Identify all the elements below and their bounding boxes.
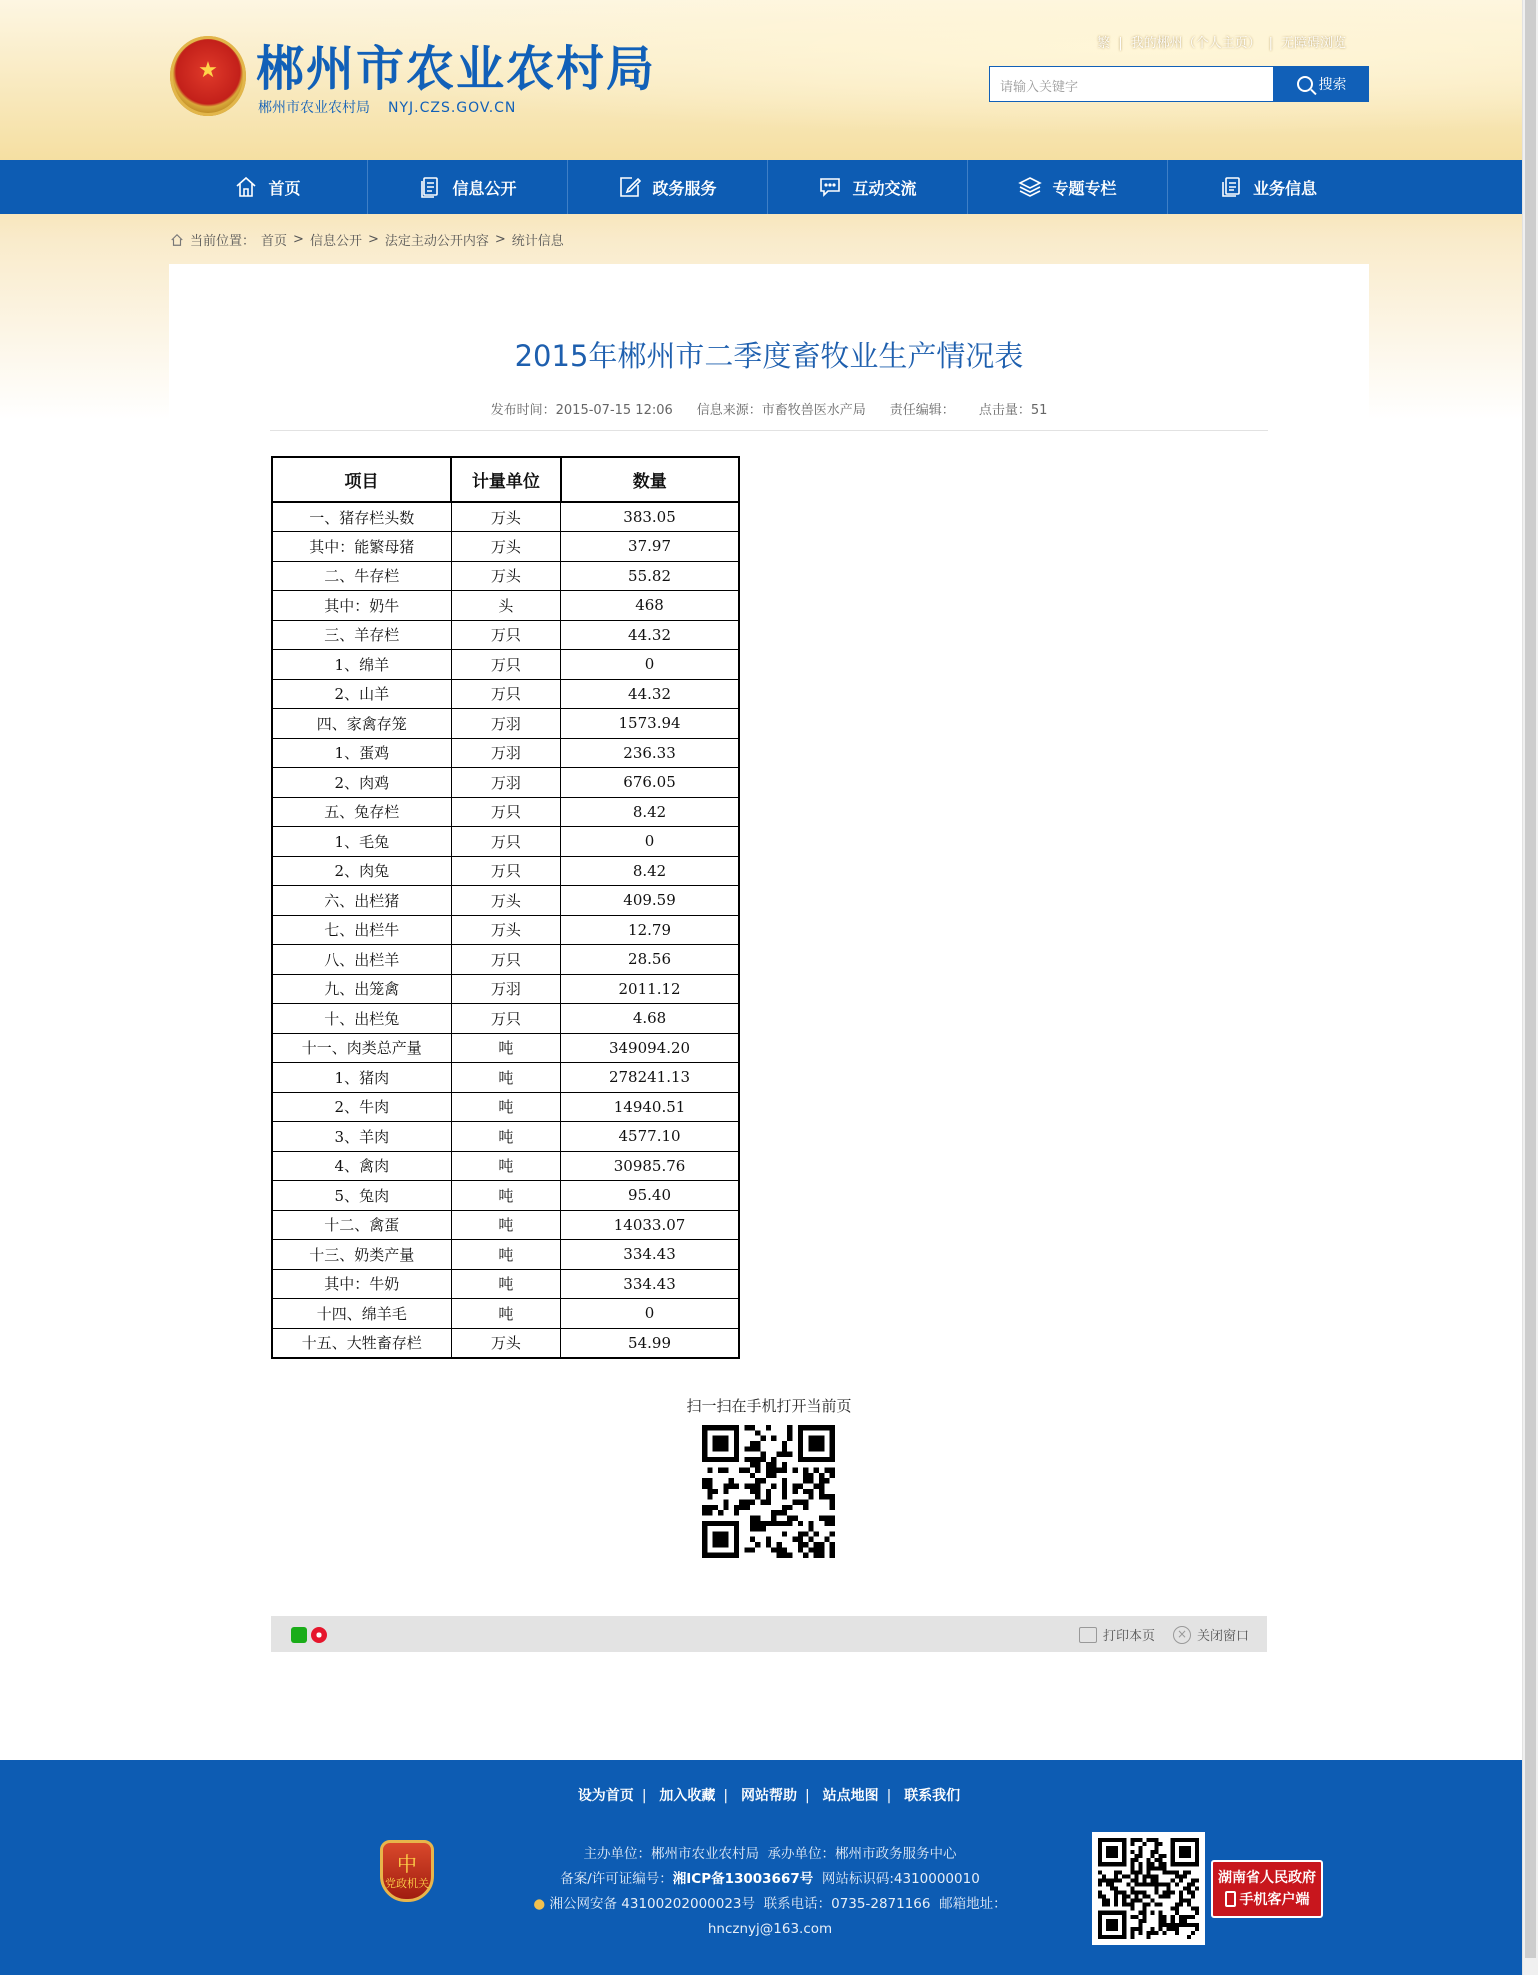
item-cell: 十二、禽蛋	[272, 1210, 451, 1240]
column-header-unit: 计量单位	[451, 457, 560, 502]
quantity-cell: 334.43	[561, 1269, 739, 1299]
unit-cell: 万羽	[451, 709, 560, 739]
title-divider	[270, 430, 1268, 431]
table-row	[272, 1328, 739, 1358]
unit-cell: 头	[451, 591, 560, 621]
unit-cell: 万头	[451, 502, 560, 532]
hunan-gov-app-button[interactable]	[1211, 1860, 1323, 1918]
print-label: 打印本页	[1102, 1629, 1155, 1644]
quantity-cell: 0	[561, 827, 739, 857]
footer-info	[520, 1842, 1020, 1942]
weibo-share-icon[interactable]	[311, 1627, 327, 1643]
unit-cell: 吨	[451, 1299, 560, 1329]
app-qr-code-icon	[1098, 1838, 1199, 1939]
quantity-cell: 236.33	[561, 738, 739, 768]
app-badge-line1: 湖南省人民政府	[1218, 1870, 1316, 1886]
table-row	[272, 1269, 739, 1299]
nav-item-business-info[interactable]	[1168, 160, 1368, 214]
icp-number[interactable]: 湘ICP备13003667号	[672, 1871, 814, 1887]
info-source: 信息来源：市畜牧兽医水产局	[696, 403, 866, 418]
unit-cell: 吨	[451, 1122, 560, 1152]
table-row	[272, 1063, 739, 1093]
app-badge-line2: 手机客户端	[1239, 1892, 1310, 1908]
search-button-label: 搜索	[1318, 77, 1347, 93]
search-icon	[1297, 76, 1313, 92]
unit-cell: 万头	[451, 886, 560, 916]
table-row	[272, 561, 739, 591]
item-cell: 十五、大牲畜存栏	[272, 1328, 451, 1358]
item-cell: 十一、肉类总产量	[272, 1033, 451, 1063]
table-row	[272, 1299, 739, 1329]
quantity-cell: 0	[561, 650, 739, 680]
table-row	[272, 1210, 739, 1240]
breadcrumb-link-statutory[interactable]: 法定主动公开内容	[384, 234, 489, 249]
item-cell: 其中：奶牛	[272, 591, 451, 621]
page-qr-code-icon	[702, 1425, 835, 1558]
item-cell: 1、猪肉	[272, 1063, 451, 1093]
quantity-cell: 8.42	[561, 856, 739, 886]
vertical-scrollbar[interactable]	[1522, 0, 1538, 1975]
files-icon	[1219, 175, 1243, 199]
printer-icon	[1079, 1627, 1097, 1643]
quantity-cell: 468	[561, 591, 739, 621]
table-row	[272, 1240, 739, 1270]
search-button[interactable]	[1274, 66, 1369, 102]
quantity-cell: 383.05	[561, 502, 739, 532]
site-domain: NYJ.CZS.GOV.CN	[388, 100, 517, 116]
article-container	[169, 264, 1369, 1684]
document-icon	[418, 175, 442, 199]
item-cell: 4、禽肉	[272, 1151, 451, 1181]
nav-item-info-disclosure[interactable]	[368, 160, 568, 214]
quantity-cell: 44.32	[561, 679, 739, 709]
table-row	[272, 738, 739, 768]
sponsor: 主办单位：郴州市农业农村局	[583, 1846, 759, 1862]
item-cell: 九、出笼禽	[272, 974, 451, 1004]
item-cell: 3、羊肉	[272, 1122, 451, 1152]
item-cell: 八、出栏羊	[272, 945, 451, 975]
quantity-cell: 349094.20	[561, 1033, 739, 1063]
item-cell: 一、猪存栏头数	[272, 502, 451, 532]
quantity-cell: 55.82	[561, 561, 739, 591]
unit-cell: 万只	[451, 827, 560, 857]
breadcrumb-link-statistics[interactable]: 统计信息	[511, 234, 564, 249]
share-bar	[271, 1616, 1267, 1652]
footer-link-bookmark[interactable]: 加入收藏	[659, 1788, 716, 1804]
column-header-quantity: 数量	[561, 457, 739, 502]
item-cell: 其中：能繁母猪	[272, 532, 451, 562]
contact-email: hncznyj@163.com	[707, 1921, 833, 1937]
scrollbar-thumb[interactable]	[1525, 0, 1536, 1958]
nav-item-label: 信息公开	[452, 178, 517, 198]
unit-cell: 吨	[451, 1063, 560, 1093]
table-row	[272, 679, 739, 709]
quantity-cell: 0	[561, 1299, 739, 1329]
item-cell: 2、肉兔	[272, 856, 451, 886]
quantity-cell: 28.56	[561, 945, 739, 975]
mobile-phone-icon	[1225, 1891, 1236, 1907]
quantity-cell: 95.40	[561, 1181, 739, 1211]
item-cell: 其中：牛奶	[272, 1269, 451, 1299]
quantity-cell: 278241.13	[561, 1063, 739, 1093]
footer-links: 设为首页 | 加入收藏 | 网站帮助 | 站点地图 | 联系我们	[577, 1788, 961, 1804]
breadcrumb-sep: >	[293, 232, 304, 247]
table-body	[272, 502, 739, 1358]
unit-cell: 万头	[451, 561, 560, 591]
contact-phone: 联系电话：0735-2871166	[763, 1896, 931, 1912]
breadcrumb-link-info[interactable]: 信息公开	[309, 234, 362, 249]
item-cell: 1、毛兔	[272, 827, 451, 857]
item-cell: 七、出栏牛	[272, 915, 451, 945]
table-row	[272, 827, 739, 857]
quantity-cell: 8.42	[561, 797, 739, 827]
quantity-cell: 30985.76	[561, 1151, 739, 1181]
quantity-cell: 676.05	[561, 768, 739, 798]
article-meta	[169, 399, 1369, 418]
unit-cell: 吨	[451, 1092, 560, 1122]
site-subtitle-text: 郴州市农业农村局	[258, 100, 370, 116]
unit-cell: 吨	[451, 1033, 560, 1063]
unit-cell: 万羽	[451, 738, 560, 768]
chat-icon	[818, 175, 842, 199]
unit-cell: 万羽	[451, 768, 560, 798]
article-title: 2015年郴州市二季度畜牧业生产情况表	[514, 339, 1024, 373]
unit-cell: 吨	[451, 1240, 560, 1270]
table-row	[272, 974, 739, 1004]
quantity-cell: 2011.12	[561, 974, 739, 1004]
table-row	[272, 620, 739, 650]
accessibility-link[interactable]: 无障碍浏览	[1280, 36, 1346, 51]
quantity-cell: 54.99	[561, 1328, 739, 1358]
unit-cell: 万只	[451, 856, 560, 886]
edit-icon	[618, 175, 642, 199]
unit-cell: 吨	[451, 1151, 560, 1181]
site-title[interactable]: 郴州市农业农村局	[256, 41, 657, 97]
item-cell: 2、山羊	[272, 679, 451, 709]
quantity-cell: 1573.94	[561, 709, 739, 739]
responsible-editor: 责任编辑：	[889, 403, 955, 418]
table-row	[272, 650, 739, 680]
unit-cell: 万头	[451, 915, 560, 945]
icp-label: 备案/许可证编号：	[560, 1871, 673, 1887]
site-header	[0, 0, 1522, 160]
breadcrumb-home-icon	[170, 233, 184, 247]
unit-cell: 万只	[451, 1004, 560, 1034]
unit-cell: 万只	[451, 797, 560, 827]
print-button[interactable]	[1079, 1625, 1155, 1644]
footer-link-contact[interactable]: 联系我们	[904, 1788, 961, 1804]
nav-item-label: 首页	[268, 178, 301, 198]
close-icon: ×	[1173, 1626, 1191, 1644]
item-cell: 5、兔肉	[272, 1181, 451, 1211]
breadcrumb-sep: >	[367, 232, 379, 247]
livestock-stats-table	[271, 456, 740, 1359]
table-row	[272, 1122, 739, 1152]
quantity-cell: 37.97	[561, 532, 739, 562]
unit-cell: 万羽	[451, 974, 560, 1004]
item-cell: 五、兔存栏	[272, 797, 451, 827]
quantity-cell: 14940.51	[561, 1092, 739, 1122]
breadcrumb-link-home[interactable]: 首页	[261, 234, 288, 249]
traditional-chinese-link[interactable]: 繁	[1097, 36, 1111, 51]
site-id: 网站标识码:4310000010	[821, 1871, 980, 1887]
quantity-cell: 14033.07	[561, 1210, 739, 1240]
table-row	[272, 1151, 739, 1181]
table-row	[272, 502, 739, 532]
unit-cell: 吨	[451, 1181, 560, 1211]
table-row	[272, 886, 739, 916]
footer-link-sitemap[interactable]: 站点地图	[822, 1788, 879, 1804]
publish-time: 发布时间：2015-07-15 12:06	[490, 403, 673, 418]
unit-cell: 万头	[451, 1328, 560, 1358]
unit-cell: 万只	[451, 679, 560, 709]
email-label: 邮箱地址：	[939, 1896, 1007, 1912]
toplink-sep: |	[1118, 36, 1123, 51]
item-cell: 1、绵羊	[272, 650, 451, 680]
quantity-cell: 44.32	[561, 620, 739, 650]
national-emblem-icon: ★	[170, 36, 246, 116]
table-row	[272, 532, 739, 562]
unit-cell: 万只	[451, 620, 560, 650]
footer-qr	[1092, 1832, 1205, 1945]
undertaker: 承办单位：郴州市政务服务中心	[767, 1846, 957, 1862]
close-label: 关闭窗口	[1196, 1629, 1249, 1644]
item-cell: 十、出栏兔	[272, 1004, 451, 1034]
item-cell: 十四、绵羊毛	[272, 1299, 451, 1329]
item-cell: 2、肉鸡	[272, 768, 451, 798]
table-row	[272, 1092, 739, 1122]
table-row	[272, 915, 739, 945]
table-row	[272, 945, 739, 975]
nav-item-home[interactable]	[168, 160, 368, 214]
table-row	[272, 1181, 739, 1211]
quantity-cell: 409.59	[561, 886, 739, 916]
site-subtitle	[258, 97, 516, 117]
breadcrumb-prefix: 当前位置：	[190, 234, 256, 249]
quantity-cell: 12.79	[561, 915, 739, 945]
top-links	[1093, 32, 1350, 51]
close-window-button[interactable]	[1173, 1625, 1249, 1644]
nav-item-label: 互动交流	[852, 178, 917, 198]
item-cell: 六、出栏猪	[272, 886, 451, 916]
breadcrumb-sep: >	[494, 232, 506, 247]
search-box	[989, 66, 1369, 102]
wechat-share-icon[interactable]	[291, 1627, 307, 1643]
nav-item-interaction[interactable]	[768, 160, 968, 214]
table-row	[272, 1033, 739, 1063]
item-cell: 三、羊存栏	[272, 620, 451, 650]
item-cell: 二、牛存栏	[272, 561, 451, 591]
badge-text: 党政机关	[385, 1877, 429, 1890]
quantity-cell: 4.68	[561, 1004, 739, 1034]
unit-cell: 万头	[451, 532, 560, 562]
unit-cell: 吨	[451, 1269, 560, 1299]
toplink-sep: |	[1268, 36, 1273, 51]
police-record[interactable]: 湘公网安备 43100202000023号	[549, 1896, 756, 1912]
unit-cell: 万只	[451, 945, 560, 975]
quantity-cell: 4577.10	[561, 1122, 739, 1152]
table-row	[272, 591, 739, 621]
table-row	[272, 1004, 739, 1034]
police-badge-icon: ●	[533, 1896, 546, 1912]
hit-count: 点击量：51	[978, 403, 1048, 418]
quantity-cell: 334.43	[561, 1240, 739, 1270]
nav-item-gov-service[interactable]	[568, 160, 768, 214]
layers-icon	[1018, 175, 1042, 199]
party-gov-badge-icon[interactable]: 中 党政机关	[380, 1840, 434, 1902]
qr-label: 扫一扫在手机打开当前页	[686, 1397, 852, 1415]
table-row	[272, 856, 739, 886]
table-row	[272, 768, 739, 798]
item-cell: 2、牛肉	[272, 1092, 451, 1122]
nav-item-special-topics[interactable]	[968, 160, 1168, 214]
main-nav	[0, 160, 1522, 214]
breadcrumb	[170, 230, 564, 249]
footer-link-set-home[interactable]: 设为首页	[577, 1788, 634, 1804]
table-row	[272, 709, 739, 739]
column-header-item: 项目	[272, 457, 451, 502]
search-input[interactable]: 请输入关键字	[989, 66, 1274, 102]
item-cell: 十三、奶类产量	[272, 1240, 451, 1270]
my-chenzhou-link[interactable]: 我的郴州（个人主页）	[1130, 36, 1261, 51]
table-row	[272, 797, 739, 827]
site-footer	[0, 1760, 1522, 1975]
nav-item-label: 专题专栏	[1052, 178, 1117, 198]
item-cell: 1、蛋鸡	[272, 738, 451, 768]
table-header-row	[272, 457, 739, 502]
item-cell: 四、家禽存笼	[272, 709, 451, 739]
unit-cell: 吨	[451, 1210, 560, 1240]
nav-item-label: 政务服务	[652, 178, 717, 198]
unit-cell: 万只	[451, 650, 560, 680]
nav-item-label: 业务信息	[1252, 178, 1317, 198]
home-icon	[234, 175, 258, 199]
footer-link-help[interactable]: 网站帮助	[741, 1788, 797, 1804]
